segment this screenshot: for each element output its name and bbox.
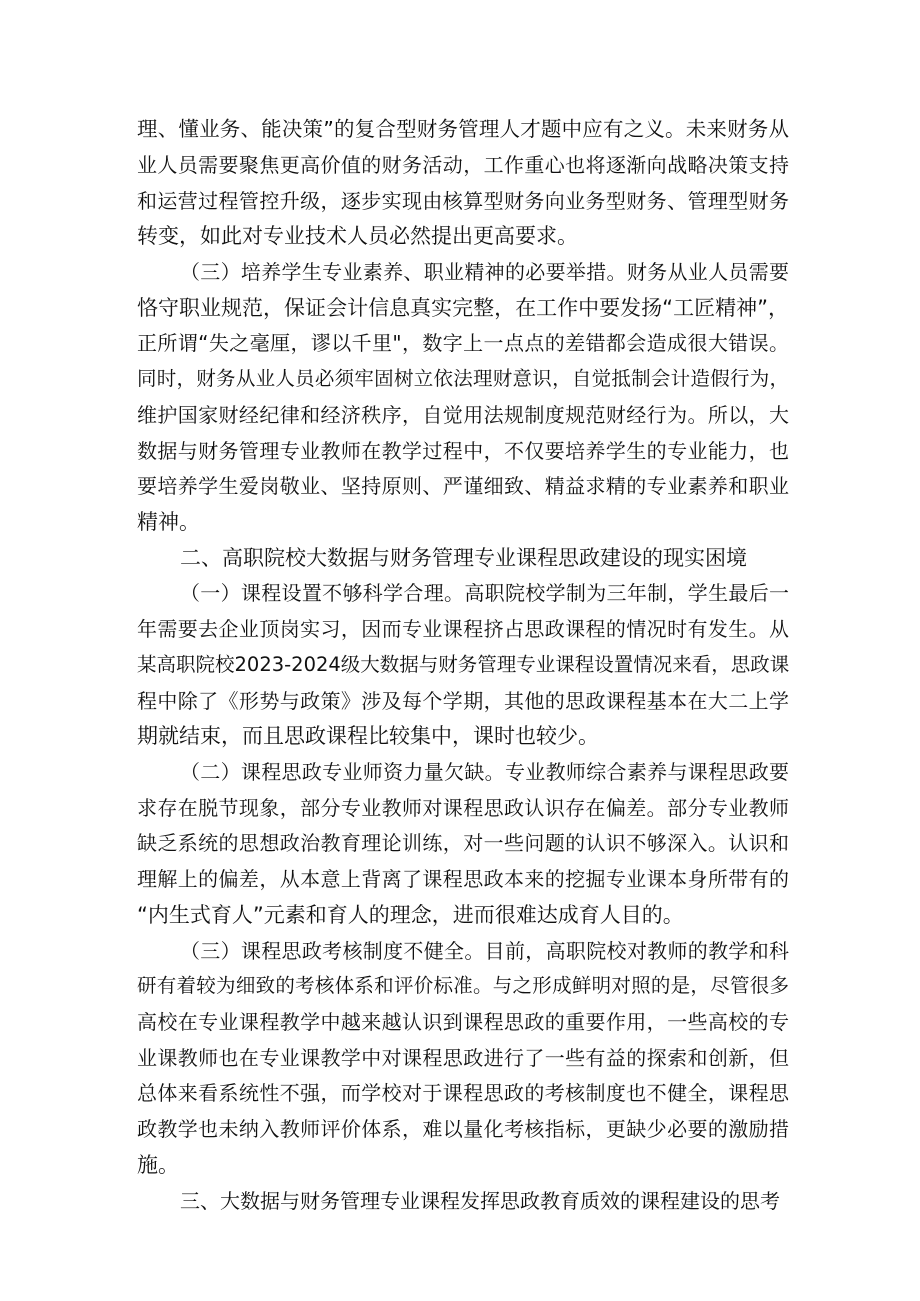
- text-line: （三）培养学生专业素养、职业精神的必要举措。财务从业人员需要: [180, 260, 789, 284]
- text-line: 数据与财务管理专业教师在教学过程中，不仅要培养学生的专业能力，也: [137, 439, 789, 463]
- text-line: 政教学也未纳入教师评价体系，难以量化考核指标，更缺少必要的激励措: [137, 1117, 789, 1141]
- text-line: 转变，如此对专业技术人员必然提出更高要求。: [137, 224, 578, 248]
- text-line: 总体来看系统性不强，而学校对于课程思政的考核制度也不健全，课程思: [137, 1081, 789, 1105]
- text-line: 程中除了《形势与政策》涉及每个学期，其他的思政课程基本在大二上学: [137, 689, 789, 713]
- text-line: 研有着较为细致的考核体系和评价标准。与之形成鲜明对照的是，尽管很多: [137, 974, 789, 997]
- text-line: 正所谓“失之毫厘，谬以千里"，数字上一点点的差错都会造成很大错误。: [137, 331, 789, 355]
- text-line: 维护国家财经纪律和经济秩序，自觉用法规制度规范财经行为。所以，大: [137, 403, 789, 427]
- text-line: 业课教师也在专业课教学中对课程思政进行了一些有益的探索和创新，但: [137, 1046, 789, 1070]
- text-line: 某高职院校2023-2024级大数据与财务管理专业课程设置情况来看，思政课: [137, 653, 790, 676]
- text-line: （三）课程思政考核制度不健全。目前，高职院校对教师的教学和科: [180, 939, 789, 963]
- text-line: 期就结束，而且思政课程比较集中，课时也较少。: [137, 724, 599, 748]
- text-line: 理、懂业务、能决策”的复合型财务管理人才题中应有之义。未来财务从: [137, 117, 789, 141]
- text-line: （一）课程设置不够科学合理。高职院校学制为三年制，学生最后一: [180, 581, 789, 605]
- section-heading: 二、高职院校大数据与财务管理专业课程思政建设的现实困境: [180, 546, 747, 570]
- text-line: 同时，财务从业人员必须牢固树立依法理财意识，自觉抵制会计造假行为，: [137, 367, 789, 390]
- text-line: 高校在专业课程教学中越来越认识到课程思政的重要作用，一些高校的专: [137, 1010, 789, 1034]
- text-line: 恪守职业规范，保证会计信息真实完整，在工作中要发扬“工匠精神”，: [137, 296, 789, 320]
- section-heading: 三、大数据与财务管理专业课程发挥思政教育质效的课程建设的思考: [180, 1189, 780, 1213]
- text-line: （二）课程思政专业师资力量欠缺。专业教师综合素养与课程思政要: [180, 760, 789, 784]
- text-line: 年需要去企业顶岗实习，因而专业课程挤占思政课程的情况时有发生。从: [137, 617, 789, 641]
- text-line: 理解上的偏差，从本意上背离了课程思政本来的挖掘专业课本身所带有的: [137, 867, 789, 891]
- text-line: 施。: [137, 1153, 179, 1177]
- text-line: 精神。: [137, 510, 200, 534]
- text-line: 要培养学生爱岗敬业、坚持原则、严谨细致、精益求精的专业素养和职业: [137, 474, 789, 498]
- text-line: 缺乏系统的思想政治教育理论训练，对一些问题的认识不够深入。认识和: [137, 831, 789, 855]
- text-line: 和运营过程管控升级，逐步实现由核算型财务向业务型财务、管理型财务: [137, 189, 789, 213]
- text-line: 业人员需要聚焦更高价值的财务活动，工作重心也将逐渐向战略决策支持: [137, 153, 789, 177]
- text-line: 求存在脱节现象，部分专业教师对课程思政认识存在偏差。部分专业教师: [137, 796, 789, 820]
- text-line: “内生式育人”元素和育人的理念，进而很难达成育人目的。: [137, 903, 684, 927]
